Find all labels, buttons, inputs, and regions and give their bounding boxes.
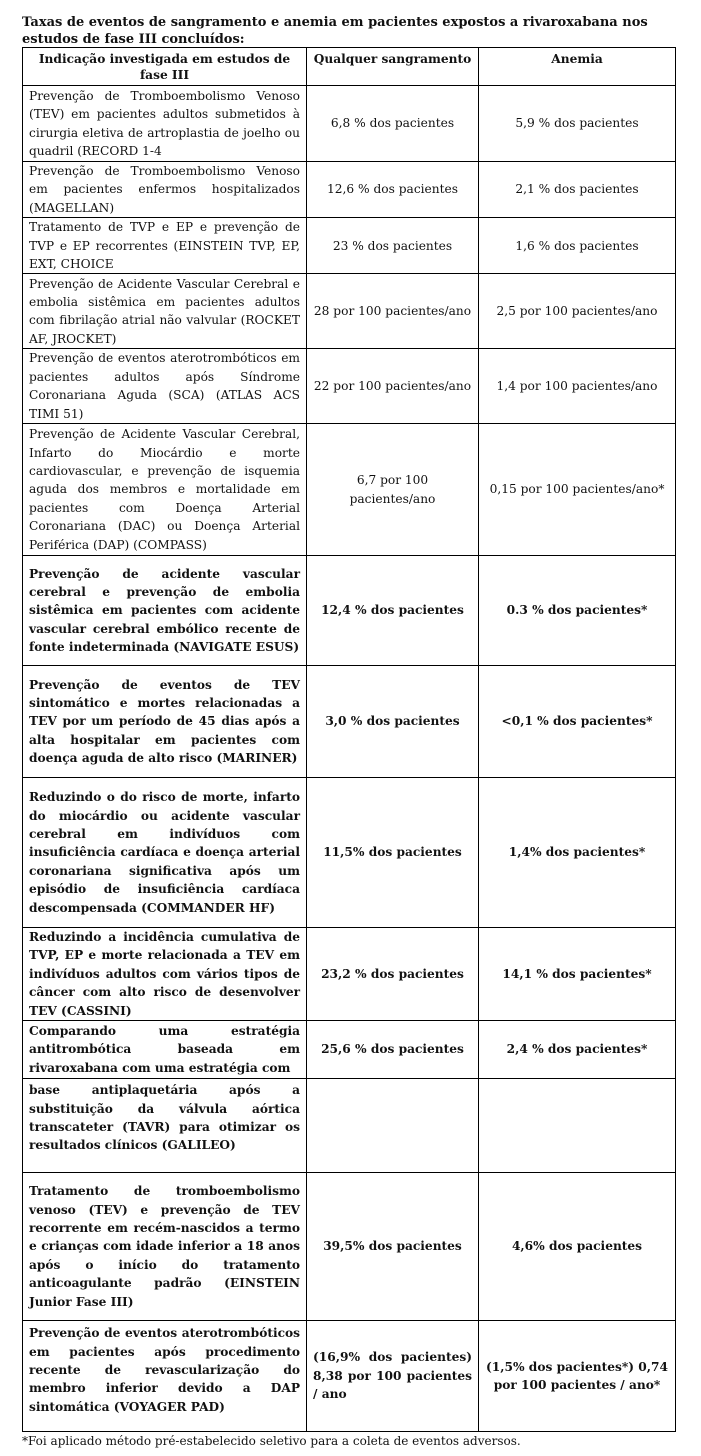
table-row [23, 274, 676, 349]
anemia-cell: 14,1 % dos pacientes* [479, 928, 676, 1021]
table-row [23, 778, 676, 928]
indication-cell: Prevenção de acidente vascular cerebral e prevenção de embolia sistêmica em pacientes com acidente vascular cerebral embólico recente de fonte indeterminada (NAVIGATE ESUS) [23, 556, 307, 666]
anemia-cell [479, 1079, 676, 1173]
bleeding-cell: (16,9% dos pacientes) 8,38 por 100 pacientes / ano [307, 1321, 479, 1432]
table-row [23, 162, 676, 218]
table-caption: Taxas de eventos de sangramento e anemia em pacientes expostos a rivaroxabana nos estudos de fase III concluídos: [22, 15, 648, 47]
anemia-cell: <0,1 % dos pacientes* [479, 666, 676, 778]
table-row [23, 86, 676, 162]
anemia-cell: 1,4 por 100 pacientes/ano [479, 349, 676, 424]
anemia-cell: 1,4% dos pacientes* [479, 778, 676, 928]
table-row [23, 349, 676, 424]
indication-cell: Reduzindo a incidência cumulativa de TVP, EP e morte relacionada a TEV em indivíduos adultos com vários tipos de câncer com alto risco de desenvolver TEV (CASSINI) [23, 928, 307, 1021]
anemia-cell: 0.3 % dos pacientes* [479, 556, 676, 666]
table-row [23, 1079, 676, 1173]
indication-cell: Comparando uma estratégia antitrombótica baseada em rivaroxabana com uma estratégia com [23, 1021, 307, 1079]
header-bleeding: Qualquer sangramento [307, 48, 479, 86]
indication-cell: Prevenção de eventos de TEV sintomático e mortes relacionadas a TEV por um período de 45 dias após a alta hospitalar em pacientes com doença aguda de alto risco (MARINER) [23, 666, 307, 778]
indication-cell: Prevenção de Acidente Vascular Cerebral, Infarto do Miocárdio e morte cardiovascular, e prevenção de isquemia aguda dos membros e mortalidade em pacientes com Doença Arterial Coronariana (DAC) ou Doença Arterial Periférica (DAP) (COMPASS) [23, 424, 307, 556]
indication-cell: Prevenção de eventos aterotrombóticos em pacientes adultos após Síndrome Coronariana Aguda (SCA) (ATLAS ACS TIMI 51) [23, 349, 307, 424]
anemia-cell: (1,5% dos pacientes*) 0,74 por 100 pacientes / ano* [479, 1321, 676, 1432]
header-indication: Indicação investigada em estudos de fase III [23, 48, 307, 86]
indication-cell: Prevenção de Tromboembolismo Venoso em pacientes enfermos hospitalizados (MAGELLAN) [23, 162, 307, 218]
indication-cell: Prevenção de Tromboembolismo Venoso (TEV) em pacientes adultos submetidos à cirurgia eletiva de artroplastia de joelho ou quadril (RECORD 1-4 [23, 86, 307, 162]
bleeding-cell: 6,8 % dos pacientes [307, 86, 479, 162]
table-row [23, 666, 676, 778]
table-row [23, 1173, 676, 1321]
table-header-row [23, 48, 676, 86]
anemia-cell: 2,1 % dos pacientes [479, 162, 676, 218]
anemia-cell: 5,9 % dos pacientes [479, 86, 676, 162]
anemia-cell: 1,6 % dos pacientes [479, 218, 676, 274]
header-anemia: Anemia [479, 48, 676, 86]
bleeding-cell: 23,2 % dos pacientes [307, 928, 479, 1021]
bleeding-cell: 6,7 por 100 pacientes/ano [307, 424, 479, 556]
bleeding-cell: 12,6 % dos pacientes [307, 162, 479, 218]
indication-cell: Tratamento de TVP e EP e prevenção de TVP e EP recorrentes (EINSTEIN TVP, EP, EXT, CHOICE [23, 218, 307, 274]
table-row [23, 556, 676, 666]
table-row [23, 928, 676, 1021]
anemia-cell: 4,6% dos pacientes [479, 1173, 676, 1321]
bleeding-cell: 12,4 % dos pacientes [307, 556, 479, 666]
rates-table [22, 47, 676, 1432]
anemia-cell: 2,4 % dos pacientes* [479, 1021, 676, 1079]
indication-cell: Prevenção de eventos aterotrombóticos em pacientes após procedimento recente de revascularização do membro inferior devido a DAP sintomática (VOYAGER PAD) [23, 1321, 307, 1432]
indication-cell: base antiplaquetária após a substituição da válvula aórtica transcateter (TAVR) para otimizar os resultados clínicos (GALILEO) [23, 1079, 307, 1173]
indication-cell: Prevenção de Acidente Vascular Cerebral e embolia sistêmica em pacientes adultos com fibrilação atrial não valvular (ROCKET AF, JROCKET) [23, 274, 307, 349]
table-row [23, 1321, 676, 1432]
anemia-cell: 0,15 por 100 pacientes/ano* [479, 424, 676, 556]
bleeding-cell: 39,5% dos pacientes [307, 1173, 479, 1321]
bleeding-cell: 25,6 % dos pacientes [307, 1021, 479, 1079]
bleeding-cell: 11,5% dos pacientes [307, 778, 479, 928]
table-row [23, 1021, 676, 1079]
indication-cell: Tratamento de tromboembolismo venoso (TEV) e prevenção de TEV recorrente em recém-nascidos a termo e crianças com idade inferior a 18 anos após o início do tratamento anticoagulante padrão (EINSTEIN Junior Fase III) [23, 1173, 307, 1321]
bleeding-cell: 3,0 % dos pacientes [307, 666, 479, 778]
bleeding-cell: 28 por 100 pacientes/ano [307, 274, 479, 349]
bleeding-cell: 22 por 100 pacientes/ano [307, 349, 479, 424]
anemia-cell: 2,5 por 100 pacientes/ano [479, 274, 676, 349]
table-row [23, 424, 676, 556]
table-row [23, 218, 676, 274]
indication-cell: Reduzindo o do risco de morte, infarto do miocárdio ou acidente vascular cerebral em indivíduos com insuficiência cardíaca e doença arterial coronariana significativa após um episódio de insuficiência cardíaca descompensada (COMMANDER HF) [23, 778, 307, 928]
footnote: *Foi aplicado método pré-estabelecido seletivo para a coleta de eventos adversos. [22, 1434, 521, 1448]
bleeding-cell: 23 % dos pacientes [307, 218, 479, 274]
bleeding-cell [307, 1079, 479, 1173]
